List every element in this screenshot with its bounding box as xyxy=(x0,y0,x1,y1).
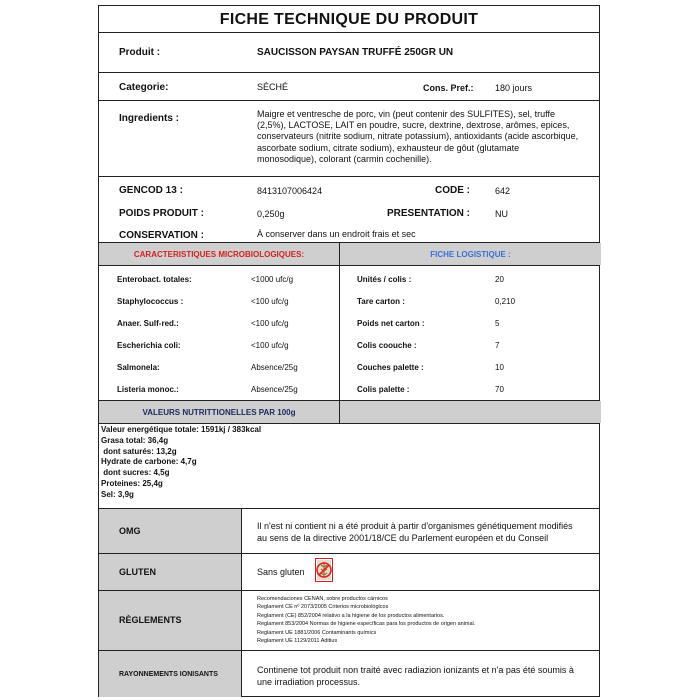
nutrition-line: dont sucres: 4,5g xyxy=(101,468,170,478)
gencod-label: GENCOD 13 : xyxy=(119,185,183,196)
logistique-label: Colis coouche : xyxy=(357,341,417,350)
rayonnements-line: Continene tot produit non traité avec radiazion ionizants et n'a pas été soumis à xyxy=(257,665,574,675)
divider xyxy=(99,265,599,266)
conservation-value: À conserver dans un endroit frais et sec xyxy=(257,229,416,239)
ingredients-line: (2,5%), LACTOSE, LAIT en poudre, sucre, dextrine, dextrose, arômes, epices, xyxy=(257,120,570,131)
divider xyxy=(241,554,242,590)
nutrition-line: Proteines: 25,4g xyxy=(101,478,163,488)
nutrition-line: Hydrate de carbone: 4,7g xyxy=(101,457,197,467)
divider xyxy=(99,423,599,424)
gluten-text: Sans gluten xyxy=(257,567,305,577)
logistique-value: 0,210 xyxy=(495,297,516,306)
omg-label: OMG xyxy=(119,526,141,536)
micro-label: Enterobact. totales: xyxy=(117,275,192,284)
cons-pref-value: 180 jours xyxy=(495,83,533,93)
ingredients-label: Ingredients : xyxy=(119,113,180,124)
divider xyxy=(339,243,340,400)
logistique-value: 70 xyxy=(495,385,504,394)
page-title: FICHE TECHNIQUE DU PRODUIT xyxy=(219,11,479,28)
reglements-line: Reglament UE 1881/2006 Contaminants químics xyxy=(257,629,377,636)
rayonnements-text xyxy=(257,664,574,688)
logistique-label: Couches palette : xyxy=(357,363,424,372)
micro-title: CARACTERISTIQUES MICROBIOLOGIQUES: xyxy=(133,250,305,259)
nutrition-line: Sel: 3,9g xyxy=(101,489,134,499)
micro-label: Salmonela: xyxy=(117,363,160,372)
nutrition-line: dont saturés: 13,2g xyxy=(101,446,177,456)
micro-label: Escherichia coli: xyxy=(117,341,181,350)
divider xyxy=(241,591,242,650)
ingredients-text xyxy=(257,109,578,165)
ingredients-line: conservateurs (nitrite sodium, nitrate potassium), antioxidants (acide ascorbique, xyxy=(257,131,579,142)
logistique-value: 5 xyxy=(495,319,500,328)
rayonnements-line: une irradiation processus. xyxy=(257,677,361,687)
logistique-value: 20 xyxy=(495,275,504,284)
divider xyxy=(241,651,242,697)
micro-value: <100 ufc/g xyxy=(251,341,289,350)
presentation-value: NU xyxy=(495,209,508,219)
micro-logistique-section xyxy=(99,242,599,401)
micro-label: Anaer. Sulf-red.: xyxy=(117,319,179,328)
product-value: SAUCISSON PAYSAN TRUFFÉ 250GR UN xyxy=(257,47,454,58)
omg-section xyxy=(99,509,599,554)
micro-value: Absence/25g xyxy=(251,385,298,394)
micro-value: <100 ufc/g xyxy=(251,297,289,306)
poids-label: POIDS PRODUIT : xyxy=(119,208,205,219)
ingredients-line: ascorbate sodium, citrate sodium), exhausteur de gôut (glutamate xyxy=(257,142,520,153)
reglements-line: Reglament CE nº 2073/2005 Criterios microbiológicos xyxy=(257,604,389,611)
reglements-line: Reglament UE 1129/2011 Aditius xyxy=(257,638,338,645)
gluten-free-icon xyxy=(315,558,333,582)
category-value: SÉCHÉ xyxy=(257,82,289,92)
micro-label: Staphylococcus : xyxy=(117,297,184,306)
nutrition-title: VALEURS NUTRITTIONELLES PAR 100g xyxy=(142,408,296,417)
presentation-label: PRESENTATION : xyxy=(387,208,470,219)
logistique-value: 10 xyxy=(495,363,504,372)
micro-label: Listeria monoc.: xyxy=(117,385,179,394)
ingredients-section xyxy=(99,101,599,177)
reglements-text xyxy=(257,595,475,645)
reglements-line: Reglament 853/2004 Normas de higiene específicas para los productos de origen animal. xyxy=(257,621,476,628)
code-label: CODE : xyxy=(435,185,470,196)
reglements-section xyxy=(99,591,599,651)
micro-value: Absence/25g xyxy=(251,363,298,372)
product-section xyxy=(99,33,599,73)
gluten-section xyxy=(99,554,599,591)
ingredients-line: Maigre et ventresche de porc, vin (peut contenir des SULFITES), sel, truffe xyxy=(257,109,555,119)
nutrition-values xyxy=(101,425,261,501)
logistique-value: 7 xyxy=(495,341,500,350)
codes-section xyxy=(99,177,599,242)
nutrition-line: Valeur energétique totale: 1591kj / 383kcal xyxy=(101,425,262,434)
divider xyxy=(339,401,340,423)
omg-line: au sens de la directive 2001/18/CE du Parlement européen et du Conseil xyxy=(257,533,549,543)
code-value: 642 xyxy=(495,186,511,196)
omg-text xyxy=(257,520,573,544)
divider xyxy=(241,509,242,553)
rayonnements-section xyxy=(99,651,599,697)
cons-pref-label: Cons. Pref.: xyxy=(423,83,474,93)
product-label: Produit : xyxy=(119,47,161,58)
reglements-line: Reglament (CE) 852/2004 relativo a la higiene de los productos alimentarios. xyxy=(257,612,445,619)
logistique-label: Unités / colis : xyxy=(357,275,412,284)
gluten-label: GLUTEN xyxy=(119,567,156,577)
category-section xyxy=(99,73,599,101)
logistique-label: Tare carton : xyxy=(357,297,405,306)
gencod-value: 8413107006424 xyxy=(257,186,323,196)
logistique-label: Colis palette : xyxy=(357,385,410,394)
poids-value: 0,250g xyxy=(257,209,285,219)
category-label: Categorie: xyxy=(119,82,169,93)
nutrition-line: Grasa total: 36,4g xyxy=(101,435,169,445)
title-section xyxy=(99,6,599,33)
conservation-label: CONSERVATION : xyxy=(119,230,205,241)
nutrition-section xyxy=(99,401,599,509)
logistique-title: FICHE LOGISTIQUE : xyxy=(430,250,511,259)
micro-value: <100 ufc/g xyxy=(251,319,289,328)
rayonnements-label: RAYONNEMENTS IONISANTS xyxy=(119,671,218,678)
product-sheet xyxy=(98,5,600,697)
micro-value: <1000 ufc/g xyxy=(251,275,294,284)
ingredients-line: monosodique), colorant (carmin cochenille). xyxy=(257,153,432,164)
reglements-label: RÈGLEMENTS xyxy=(119,615,182,625)
logistique-label: Poids net carton : xyxy=(357,319,425,328)
nutrition-header-right xyxy=(340,401,601,423)
omg-line: Il n'est ni contient ni a été produit à partir d'organismes génétiquement modifiés xyxy=(257,521,573,531)
reglements-line: Recomendaciones CENAN, sobre productos cárnicos xyxy=(257,596,388,602)
